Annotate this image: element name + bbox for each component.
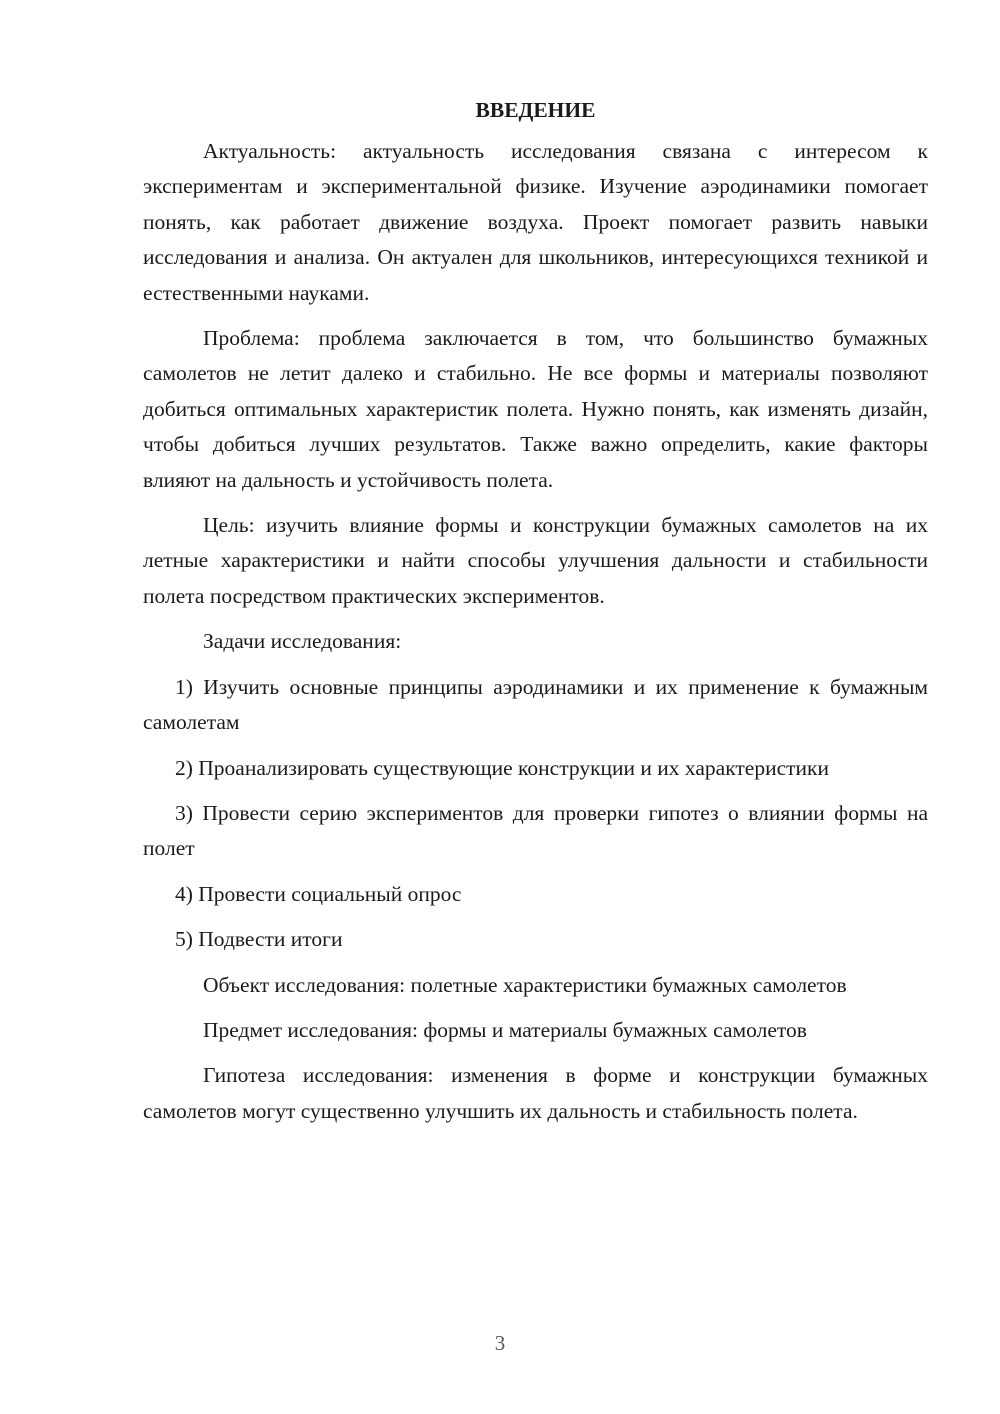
paragraph-goal: Цель: изучить влияние формы и конструкции бумажных самолетов на их летные характеристики и найти способы улучшения дальности и стабильности полета посредством практических экспериментов. xyxy=(143,513,928,608)
paragraph-relevance: Актуальность: актуальность исследования связана с интересом к экспериментам и экспериментальной физике. Изучение аэродинамики помогает понять, как работает движение воздуха. Проект помогает развить навыки исследования и анализа. Он актуален для школьников, интересующихся техникой и естественными науками. xyxy=(143,139,928,305)
task-item-1: 1) Изучить основные принципы аэродинамики и их применение к бумажным самолетам xyxy=(143,674,928,735)
task-item-3: 3) Провести серию экспериментов для проверки гипотез о влиянии формы на полет xyxy=(143,800,928,861)
page-number: 3 xyxy=(494,1331,506,1355)
task-item-2: 2) Проанализировать существующие конструкции и их характеристики xyxy=(175,755,829,780)
paragraph-subject: Предмет исследования: формы и материалы бумажных самолетов xyxy=(203,1017,807,1042)
task-item-5: 5) Подвести итоги xyxy=(175,927,343,952)
paragraph-hypothesis: Гипотеза исследования: изменения в форме и конструкции бумажных самолетов могут существенно улучшить их дальность и стабильность полета. xyxy=(143,1063,928,1123)
document-title: ВВЕДЕНИЕ xyxy=(475,98,596,122)
paragraph-object: Объект исследования: полетные характеристики бумажных самолетов xyxy=(203,972,847,997)
paragraph-tasks-heading: Задачи исследования: xyxy=(203,629,402,654)
paragraph-problem: Проблема: проблема заключается в том, что большинство бумажных самолетов не летит далеко и стабильно. Не все формы и материалы позволяют добиться оптимальных характеристик полета. Нужно понять, как изменять дизайн, чтобы добиться лучших результатов. Также важно определить, какие факторы влияют на дальность и устойчивость полета. xyxy=(143,326,928,492)
document-page xyxy=(143,92,928,1139)
task-item-4: 4) Провести социальный опрос xyxy=(175,881,462,906)
